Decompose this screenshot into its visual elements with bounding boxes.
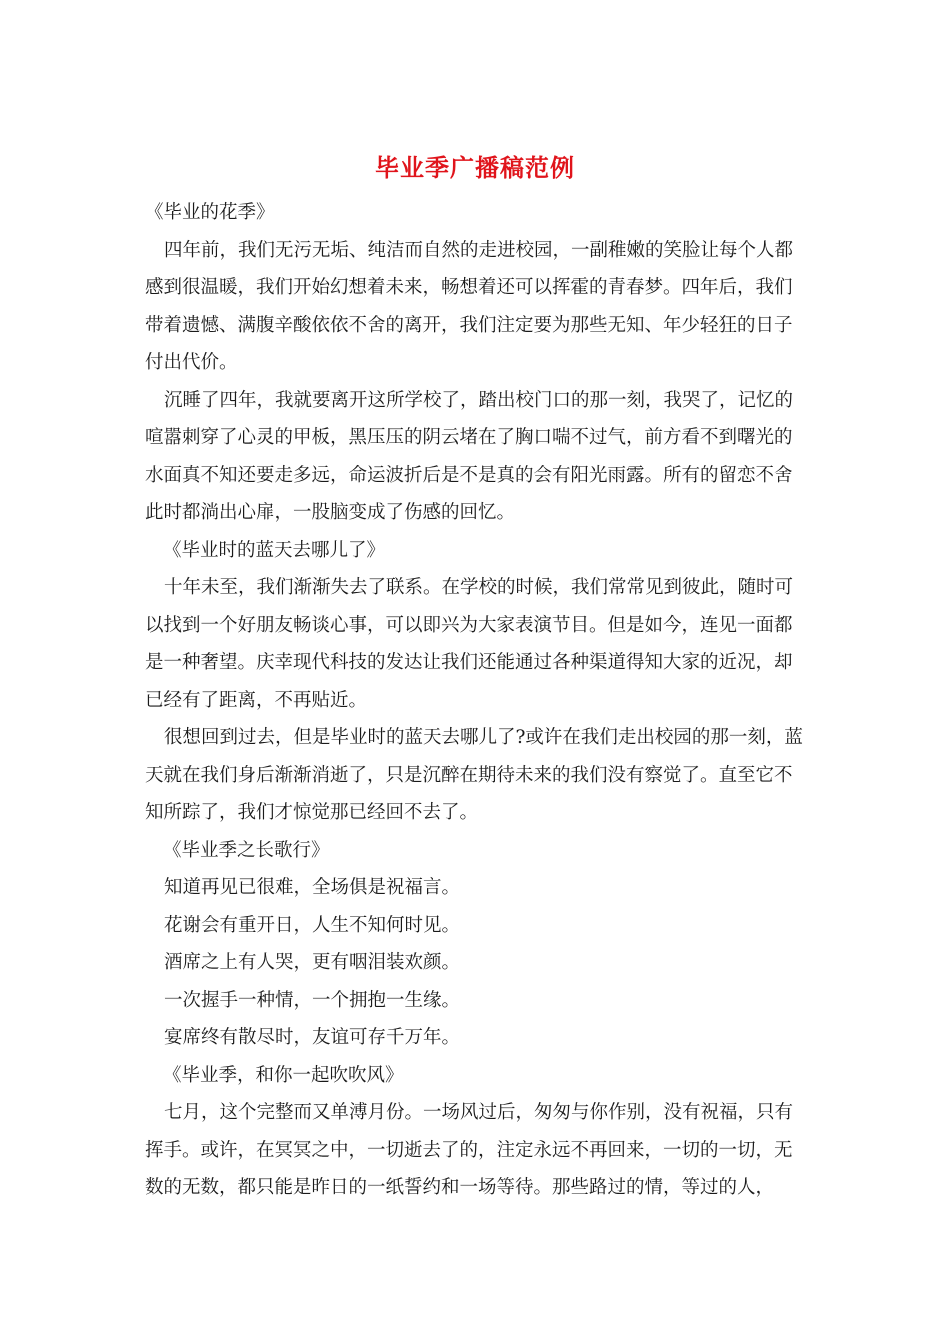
poem-line: 酒席之上有人哭，更有咽泪装欢颜。 bbox=[164, 952, 461, 973]
poem-line: 宴席终有散尽时，友谊可存千万年。 bbox=[164, 1027, 461, 1048]
poem-line: 知道再见已很难，全场俱是祝福言。 bbox=[164, 877, 461, 898]
poem-line: 花谢会有重开日，人生不知何时见。 bbox=[164, 914, 461, 936]
paragraph: 七月，这个完整而又单溥月份。一场风过后，匆匆与你作别，没有祝福，只有挥手。或许，在冥冥之中，一切逝去了的，注定永远不再回来，一切的一切，无数的无数，都只能是昨日的一纸誓约和一场等待。那些路过的情，等过的人， bbox=[145, 1102, 794, 1198]
document-title: 毕业季广播稿范例 bbox=[375, 153, 575, 182]
paragraph: 很想回到过去，但是毕业时的蓝天去哪儿了?或许在我们走出校园的那一刻，蓝天就在我们身后渐渐消逝了，只是沉醉在期待未来的我们没有察觉了。直至它不知所踪了，我们才惊觉那已经回不去了。 bbox=[145, 727, 803, 823]
paragraph: 十年未至，我们渐渐失去了联系。在学校的时候，我们常常见到彼此，随时可以找到一个好朋友畅谈心事，可以即兴为大家表演节目。但是如今，连见一面都是一种奢望。庆幸现代科技的发达让我们还能通过各种渠道得知大家的近况，却已经有了距离，不再贴近。 bbox=[145, 577, 794, 711]
paragraph: 四年前，我们无污无垢、纯洁而自然的走进校园，一副稚嫩的笑脸让每个人都感到很温暖，我们开始幻想着未来，畅想着还可以挥霍的青春梦。四年后，我们带着遗憾、满腹辛酸依依不舍的离开，我们注定要为那些无知、年少轻狂的日子付出代价。 bbox=[145, 239, 794, 373]
section-heading: 《毕业的花季》 bbox=[145, 202, 275, 223]
poem-line: 一次握手一种情，一个拥抱一生缘。 bbox=[164, 989, 461, 1011]
paragraph: 沉睡了四年，我就要离开这所学校了，踏出校门口的那一刻，我哭了，记忆的喧嚣刺穿了心灵的甲板，黑压压的阴云堵在了胸口喘不过气，前方看不到曙光的水面真不知还要走多远，命运波折后是不是真的会有阳光雨露。所有的留恋不舍此时都淌出心扉，一股脑变成了伤感的回忆。 bbox=[145, 389, 794, 523]
section-heading: 《毕业季之长歌行》 bbox=[163, 839, 330, 861]
section-heading: 《毕业季，和你一起吹吹风》 bbox=[163, 1064, 404, 1086]
document-body bbox=[145, 194, 805, 1207]
section-heading: 《毕业时的蓝天去哪儿了》 bbox=[163, 539, 386, 561]
